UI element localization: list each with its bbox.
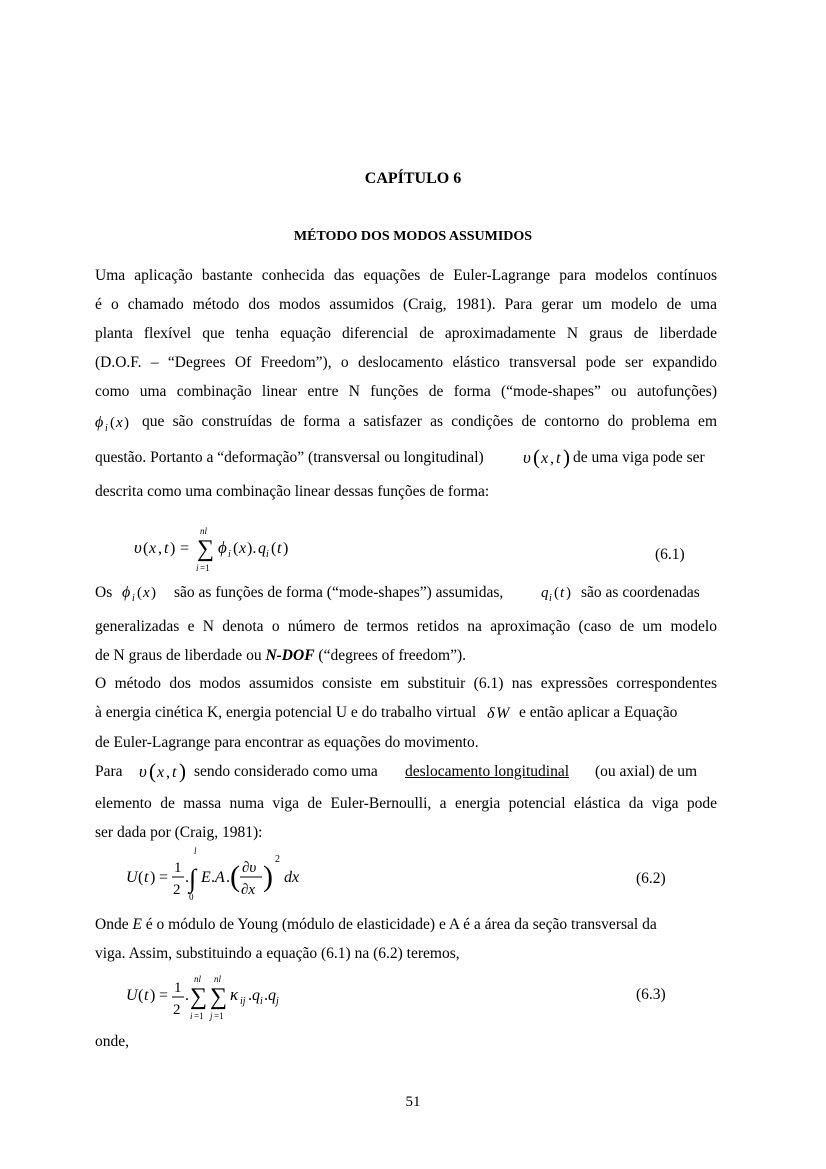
svg-text:∑: ∑ [190, 984, 208, 1010]
para1-line8: descrita como uma combinação linear dessas funções de forma: [95, 483, 490, 500]
underlined-term: deslocamento longitudinal [405, 763, 570, 780]
para4-line1-a: Para [95, 763, 123, 780]
svg-text:i: i [260, 996, 263, 1007]
svg-text:nl: nl [194, 974, 202, 984]
svg-text:2: 2 [173, 1002, 181, 1018]
para4-line1-c: (ou axial) de um [595, 763, 698, 780]
para2-line3-c: (“degrees of freedom”). [318, 647, 467, 664]
svg-text:): ) [283, 540, 289, 557]
para4-line1 [95, 758, 717, 784]
para1-line6-text: que são construídas de forma a satisfazer as condições de contorno do problema em [142, 413, 717, 430]
para5-line1 [95, 915, 717, 935]
svg-text:0: 0 [189, 892, 194, 902]
svg-text:x: x [116, 415, 123, 431]
phi-i-x-symbol [122, 580, 166, 604]
svg-text:(: ( [138, 869, 144, 886]
svg-text:i: i [266, 549, 269, 560]
equation-6-1 [134, 525, 334, 575]
svg-text:): ) [263, 860, 273, 893]
svg-text:x: x [143, 585, 150, 601]
para2-line1-a: Os [95, 584, 113, 601]
svg-text:E: E [201, 869, 211, 886]
svg-text:∂υ: ∂υ [242, 860, 257, 876]
svg-text:∑: ∑ [210, 984, 228, 1010]
svg-text:.: . [185, 987, 189, 1004]
svg-text:2: 2 [275, 854, 280, 865]
svg-text:(: ( [143, 540, 149, 557]
equation-6-3 [126, 970, 346, 1030]
svg-text:,: , [166, 764, 170, 781]
para2-line1 [95, 580, 717, 604]
para1-line3: planta flexível que tenha equação diferencial de aproximadamente N graus de liberdade [95, 325, 717, 342]
delta-w-symbol [487, 700, 515, 724]
para5-line2: viga. Assim, substituindo a equação (6.1) na (6.2) teremos, [95, 945, 460, 962]
para4-line3: ser dada por (Craig, 1981): [95, 824, 263, 841]
svg-text:1: 1 [174, 860, 182, 876]
svg-text:=: = [180, 540, 190, 557]
svg-text:l: l [194, 846, 197, 856]
svg-text:t: t [164, 540, 169, 557]
para3-line3: de Euler-Lagrange para encontrar as equações do movimento. [95, 734, 479, 751]
svg-text:ij: ij [240, 996, 246, 1007]
svg-text:(: ( [533, 445, 540, 469]
equation-6-1-number: (6.1) [655, 546, 685, 563]
equation-6-2 [126, 842, 346, 904]
svg-text:): ) [124, 415, 129, 431]
svg-text:(: ( [230, 860, 240, 893]
phi-i-x-symbol [95, 410, 139, 434]
svg-text:.: . [211, 869, 215, 886]
para4-line2: elemento de massa numa viga de Euler-Bernoulli, a energia potencial elástica da viga pode [95, 795, 717, 812]
svg-text:i: i [549, 593, 552, 604]
para5-line1-b: é o módulo de Young (módulo de elasticidade) e A é a área da seção transversal da [145, 916, 657, 933]
svg-text:=: = [159, 869, 169, 886]
svg-text:q: q [258, 540, 266, 557]
svg-text:(: ( [149, 759, 156, 783]
chapter-heading: CAPÍTULO 6 [364, 170, 462, 187]
equation-6-2-number: (6.2) [636, 870, 666, 887]
onde-text: onde, [95, 1033, 130, 1050]
svg-text:): ) [563, 445, 570, 469]
svg-text:t: t [556, 450, 561, 467]
svg-text:∫: ∫ [189, 864, 197, 893]
svg-text:A: A [215, 869, 225, 886]
svg-text:): ) [150, 869, 156, 886]
svg-text:U: U [126, 987, 138, 1004]
svg-text:(: ( [110, 415, 115, 431]
svg-text:): ) [151, 585, 156, 601]
svg-text:U: U [126, 869, 138, 886]
svg-text:).: ). [247, 540, 257, 557]
svg-text:δ: δ [487, 705, 495, 722]
para3-line2 [95, 700, 717, 724]
para2-line3 [95, 646, 717, 666]
svg-text:q: q [541, 585, 549, 601]
para1-line2: é o chamado método dos modos assumidos (Craig, 1981). Para gerar um modelo de uma [95, 296, 717, 313]
svg-text:=1: =1 [194, 1011, 204, 1021]
para4-line1-b: sendo considerado como uma [194, 763, 378, 780]
svg-text:=: = [159, 987, 169, 1004]
svg-text:i: i [190, 1011, 193, 1021]
svg-text:i: i [105, 423, 108, 434]
svg-text:(: ( [554, 585, 559, 601]
svg-text:ϕ: ϕ [122, 584, 131, 601]
para3-line2-a: à energia cinética K, energia potencial U e do trabalho virtual [95, 704, 477, 721]
svg-text:.: . [248, 987, 252, 1004]
svg-text:t: t [172, 764, 177, 781]
svg-text:(: ( [137, 585, 142, 601]
q-i-t-symbol [541, 580, 581, 604]
svg-text:.: . [226, 869, 230, 886]
para5-line1-a: Onde [95, 916, 129, 933]
svg-text:q: q [252, 987, 260, 1004]
svg-text:nl: nl [214, 974, 222, 984]
svg-text:.: . [264, 987, 268, 1004]
svg-text:(: ( [271, 540, 277, 557]
svg-text:i: i [196, 563, 199, 573]
svg-text:,: , [158, 540, 162, 557]
para2-line2: generalizadas e N denota o número de termos retidos na aproximação (caso de um modelo [95, 618, 717, 635]
para1-line7 [95, 444, 717, 470]
svg-text:): ) [566, 585, 571, 601]
svg-text:1: 1 [174, 980, 182, 996]
svg-text:): ) [150, 987, 156, 1004]
svg-text:ϕ: ϕ [218, 538, 227, 557]
para2-line3-a: de N graus de liberdade ou [95, 647, 262, 664]
svg-text:i: i [228, 549, 231, 560]
svg-text:j: j [276, 996, 279, 1007]
svg-text:t: t [560, 585, 565, 601]
para1-line4: (D.O.F. – “Degrees Of Freedom”), o deslocamento elástico transversal pode ser expandido [95, 354, 717, 371]
svg-text:x: x [239, 540, 247, 557]
svg-text:t: t [144, 987, 149, 1004]
svg-text:.: . [185, 869, 189, 886]
svg-text:x: x [157, 764, 165, 781]
svg-text:κ: κ [230, 985, 239, 1004]
svg-text:nl: nl [200, 526, 208, 536]
para1-line6 [95, 410, 717, 434]
svg-text:): ) [179, 759, 186, 783]
svg-text:υ: υ [523, 448, 531, 467]
svg-text:j: j [210, 1011, 213, 1021]
para2-line1-b: são as funções de forma (“mode-shapes”) assumidas, [174, 584, 504, 601]
para1-line1: Uma aplicação bastante conhecida das equações de Euler-Lagrange para modelos contínuos [95, 267, 717, 284]
svg-text:dx: dx [284, 869, 300, 886]
page-number: 51 [405, 1094, 421, 1110]
para3-line1: O método dos modos assumidos consiste em substituir (6.1) nas expressões correspondentes [95, 675, 717, 692]
svg-text:,: , [550, 450, 554, 467]
svg-text:=1: =1 [200, 563, 210, 573]
svg-text:υ: υ [139, 762, 147, 781]
svg-text:∂x: ∂x [241, 882, 256, 898]
svg-text:t: t [144, 869, 149, 886]
svg-text:x: x [149, 540, 157, 557]
para3-line2-b: e então aplicar a Equação [519, 704, 678, 721]
svg-text:i: i [132, 593, 135, 604]
para1-line7-a: questão. Portanto a “deformação” (transversal ou longitudinal) [95, 449, 484, 466]
svg-text:υ: υ [134, 538, 142, 557]
svg-text:∑: ∑ [197, 536, 215, 562]
svg-text:2: 2 [173, 882, 181, 898]
svg-text:): ) [170, 540, 176, 557]
young-modulus-symbol: E [132, 916, 142, 933]
para1-line7-b: de uma viga pode ser [573, 449, 705, 466]
svg-text:W: W [496, 705, 510, 722]
svg-text:(: ( [138, 987, 144, 1004]
para1-line5: como uma combinação linear entre N funções de forma (“mode-shapes” ou autofunções) [95, 383, 717, 400]
svg-text:x: x [541, 450, 549, 467]
para2-line1-c: são as coordenadas [581, 584, 700, 601]
svg-text:(: ( [233, 540, 239, 557]
equation-6-3-number: (6.3) [636, 986, 666, 1003]
section-title: MÉTODO DOS MODOS ASSUMIDOS [293, 229, 533, 244]
svg-text:=1: =1 [214, 1011, 224, 1021]
svg-text:t: t [277, 540, 282, 557]
n-dof-emphasis: N-DOF [265, 647, 315, 664]
svg-text:ϕ: ϕ [95, 414, 104, 431]
svg-text:q: q [268, 987, 276, 1004]
